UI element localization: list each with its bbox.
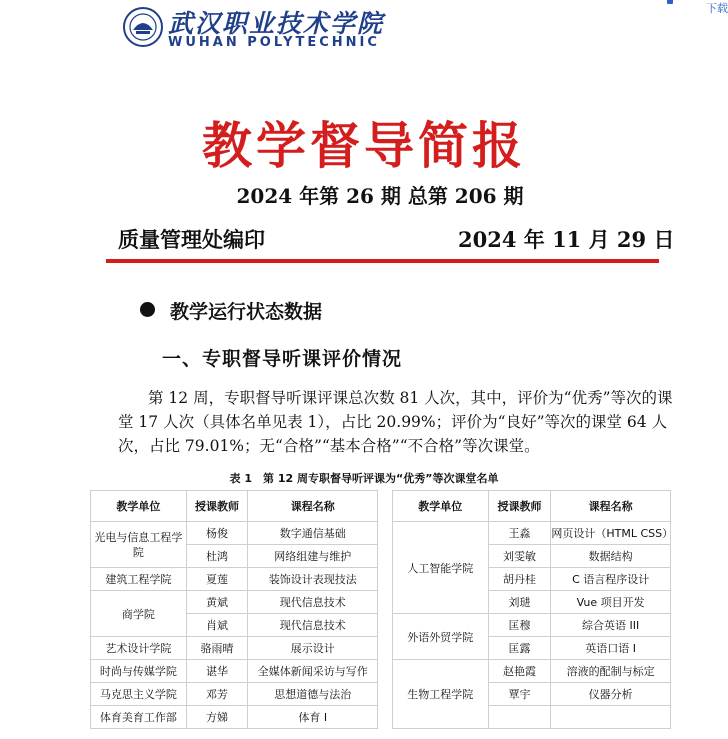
school-name-en: WUHAN POLYTECHNIC [168,35,380,50]
table-row [393,614,671,637]
teacher-cell: 夏莲 [186,568,248,591]
unit-cell: 体育美育工作部 [91,706,187,729]
course-cell: 数字通信基础 [248,522,378,545]
table-row [393,522,671,545]
header-teacher: 授课教师 [488,491,551,522]
teacher-cell: 谌华 [186,660,248,683]
download-icon[interactable] [667,0,673,4]
unit-cell: 光电与信息工程学院 [91,522,187,568]
teacher-cell: 刘琎 [488,591,551,614]
table-row [91,591,378,614]
paragraph-line: 第 12 周，专职督导听课评课总次数 81 人次，其中，评价为“优秀”等次的课 [148,389,673,407]
teacher-cell: 方娣 [186,706,248,729]
table-header-row [91,491,378,522]
course-cell: 现代信息技术 [248,614,378,637]
bullet-icon [140,302,155,317]
teacher-cell: 刘雯敏 [488,545,551,568]
teacher-cell: 骆雨晴 [186,637,248,660]
editor-line: 质量管理处编印 [118,227,265,252]
unit-cell: 建筑工程学院 [91,568,187,591]
header-course: 课程名称 [551,491,671,522]
unit-cell: 马克思主义学院 [91,683,187,706]
teacher-cell: 匡露 [488,637,551,660]
header-course: 课程名称 [248,491,378,522]
school-seal-icon [122,6,164,48]
table-header-row [393,491,671,522]
course-cell: 体育 I [248,706,378,729]
course-cell: 英语口语 I [551,637,671,660]
header-divider [106,259,659,263]
table-row [91,706,378,729]
teacher-cell: 肖斌 [186,614,248,637]
course-cell: 思想道德与法治 [248,683,378,706]
course-cell [551,706,671,729]
course-cell: 展示设计 [248,637,378,660]
table-row [393,660,671,683]
teacher-cell: 赵艳霞 [488,660,551,683]
course-cell: C 语言程序设计 [551,568,671,591]
unit-cell: 人工智能学院 [393,522,489,614]
table-row [91,683,378,706]
course-cell: 溶液的配制与标定 [551,660,671,683]
teacher-cell: 匡穆 [488,614,551,637]
course-cell: 现代信息技术 [248,591,378,614]
report-date: 2024 年 11 月 29 日 [458,227,675,252]
issue-number: 2024 年第 26 期 总第 206 期 [236,184,524,208]
header-teacher: 授课教师 [186,491,248,522]
teacher-cell: 王淼 [488,522,551,545]
course-cell: 装饰设计表现技法 [248,568,378,591]
teacher-cell: 邓芳 [186,683,248,706]
course-cell: Vue 项目开发 [551,591,671,614]
table-row [91,522,378,545]
teacher-cell: 杜鸿 [186,545,248,568]
summary-paragraph [118,386,673,458]
table-row [91,637,378,660]
unit-cell: 艺术设计学院 [91,637,187,660]
unit-cell: 外语外贸学院 [393,614,489,660]
paragraph-line: 次，占比 79.01%；无“合格”“基本合格”“不合格”等次课堂。 [118,437,540,455]
section-heading: 教学运行状态数据 [170,301,323,323]
table-row [91,568,378,591]
table-caption: 表 1 第 12 周专职督导听评课为“优秀”等次课堂名单 [229,472,499,485]
unit-cell: 时尚与传媒学院 [91,660,187,683]
teacher-cell: 胡丹桂 [488,568,551,591]
teacher-cell [488,706,551,729]
course-cell: 网络组建与维护 [248,545,378,568]
course-cell: 数据结构 [551,545,671,568]
teacher-cell: 黄斌 [186,591,248,614]
subsection-heading: 一、专职督导听课评价情况 [162,348,403,370]
school-name-cn: 武汉职业技术学院 [168,9,385,38]
course-cell: 网页设计（HTML CSS） [551,522,671,545]
course-cell: 全媒体新闻采访与写作 [248,660,378,683]
excellent-classes-table-left [90,490,378,729]
teacher-cell: 杨俊 [186,522,248,545]
table-row [91,660,378,683]
header-unit: 教学单位 [393,491,489,522]
paragraph-line: 堂 17 人次（具体名单见表 1），占比 20.99%；评价为“良好”等次的课堂 64 人 [118,413,668,431]
teacher-cell: 覃宇 [488,683,551,706]
course-cell: 仪器分析 [551,683,671,706]
header-unit: 教学单位 [91,491,187,522]
download-link[interactable]: 下载 [706,2,728,15]
unit-cell: 商学院 [91,591,187,637]
unit-cell: 生物工程学院 [393,660,489,729]
course-cell: 综合英语 III [551,614,671,637]
report-title: 教学督导简报 [202,117,526,175]
excellent-classes-table-right [392,490,674,729]
